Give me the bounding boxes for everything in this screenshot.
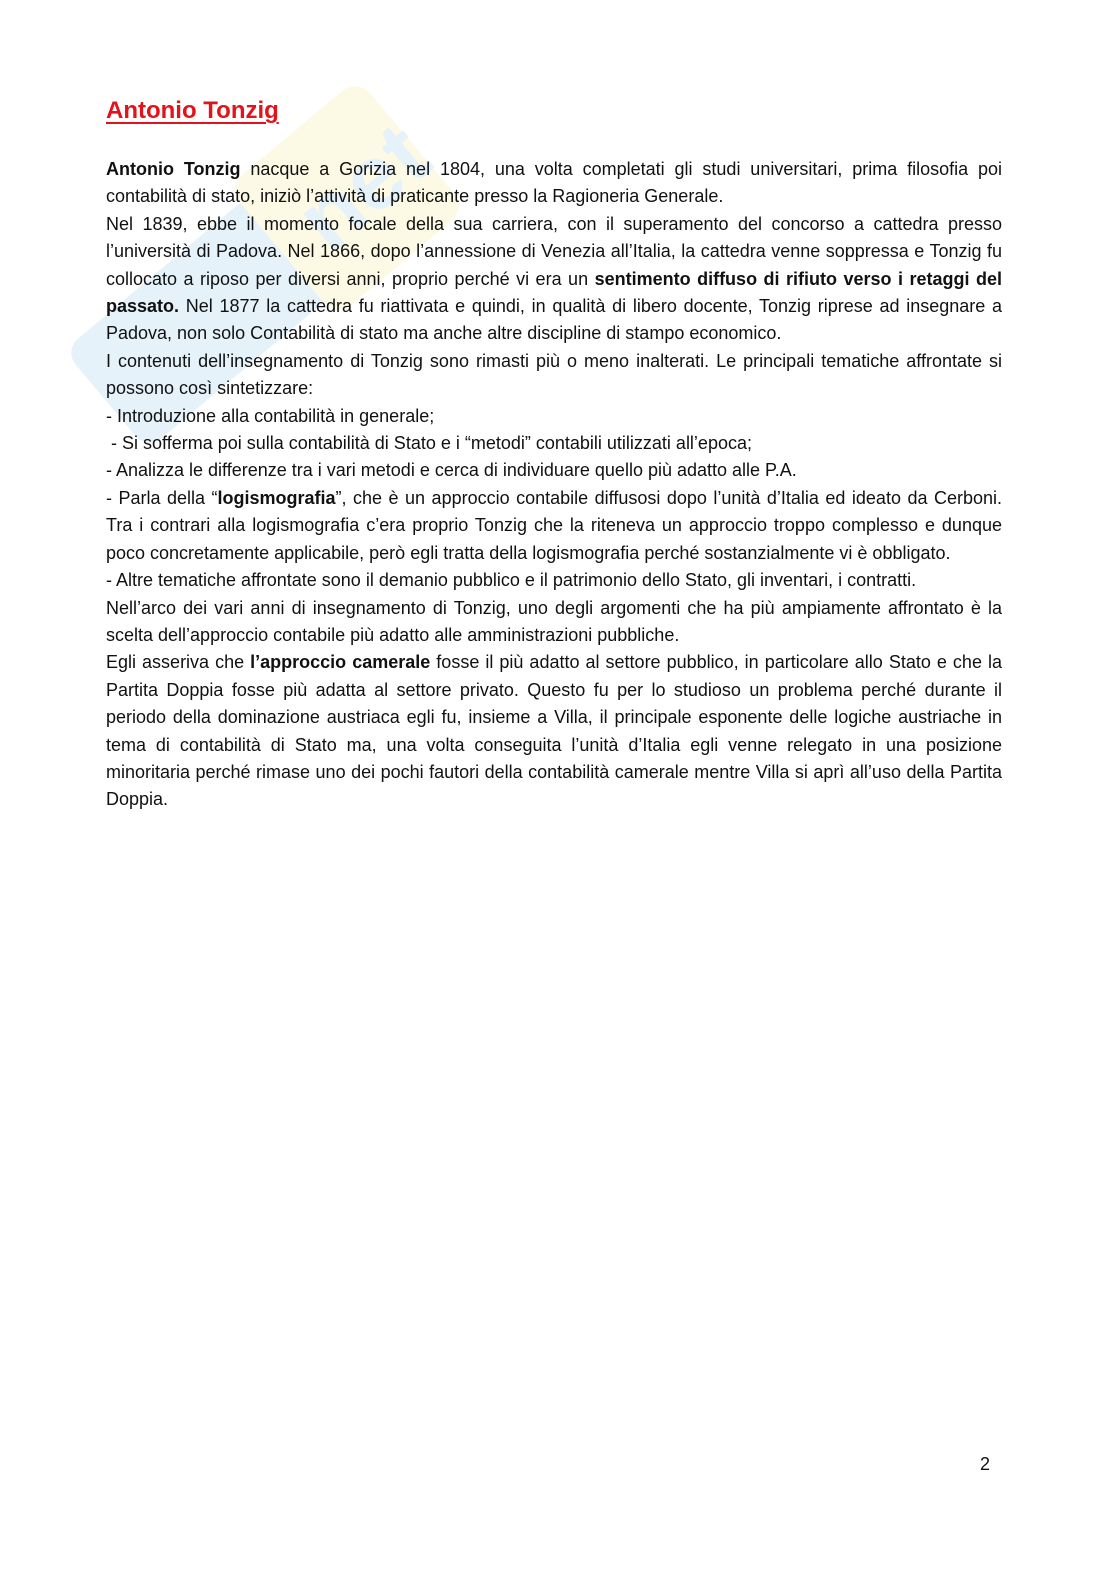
paragraph-intro-text: nacque a Gorizia nel 1804, una volta completati gli studi universitari, prima filosofia poi contabilità di stato, iniziò l’attività di praticante presso la Ragioneria Generale.: [106, 159, 1003, 207]
page-number: 2: [980, 1454, 991, 1474]
page-title: Antonio Tonzig: [106, 97, 279, 124]
paragraph-camerale-text-a: Egli asseriva che: [106, 652, 251, 673]
list-item-text-a: - Parla della “: [106, 487, 218, 508]
document-page: [106, 94, 1002, 814]
list-item-text-b: ”, che è un approccio contabile diffusosi dopo l’unità d’Italia ed ideato da Cerboni. Tra i contrari alla logismografia c’era proprio Tonzig che la riteneva un approccio troppo complesso e dunque poco concretamente applicabile, però egli tratta della logismografia perché sostanzialmente vi è obbligato.: [106, 487, 1002, 563]
list-item: - Altre tematiche affrontate sono il demanio pubblico e il patrimonio dello Stato, gli inventari, i contratti.: [106, 570, 917, 591]
paragraph-camerale: [106, 649, 1002, 813]
paragraph-career: [106, 211, 1002, 348]
paragraph-career-text-b: Nel 1877 la cattedra fu riattivata e quindi, in qualità di libero docente, Tonzig riprese ad insegnare a Padova, non solo Contabilità di stato ma anche altre discipline di stampo economico.: [106, 296, 1002, 344]
list-item: - Analizza le differenze tra i vari metodi e cerca di individuare quello più adatto alle P.A.: [106, 460, 797, 481]
watermark-text: net: [277, 103, 449, 271]
list-item: - Introduzione alla contabilità in generale;: [106, 405, 435, 426]
paragraph-career-text-a: Nel 1839, ebbe il momento focale della sua carriera, con il superamento del concorso a cattedra presso l’università di Padova. Nel 1866, dopo l’annessione di Venezia all’Italia, la cattedra venne soppressa e Tonzig fu collocato a riposo per diversi anni, proprio perché vi era un: [106, 213, 1002, 289]
list-item: [106, 485, 1002, 567]
paragraph-camerale-text-b: fosse il più adatto al settore pubblico, in particolare allo Stato e che la Partita Doppia fosse più adatta al settore privato. Questo fu per lo studioso un problema perché durante il periodo della dominazione austriaca egli fu, insieme a Villa, il principale esponente delle logiche austriache in tema di contabilità di Stato ma, una volta conseguita l’unità d’Italia egli venne relegato in una posizione minoritaria perché rimase uno dei pochi fautori della contabilità camerale mentre Villa si aprì all’uso della Partita Doppia.: [106, 652, 1002, 810]
paragraph-contents: I contenuti dell’insegnamento di Tonzig sono rimasti più o meno inalterati. Le principali tematiche affrontate si possono così sintetizzare:: [106, 350, 1002, 399]
paragraph-approach: Nell’arco dei vari anni di insegnamento di Tonzig, uno degli argomenti che ha più ampiamente affrontato è la scelta dell’approccio contabile più adatto alle amministrazioni pubbliche.: [106, 597, 1002, 645]
bold-name: Antonio Tonzig: [106, 159, 241, 179]
paragraph-intro: [106, 156, 1002, 211]
document-body: [106, 156, 1002, 814]
paragraph-camerale-bold: l’approccio camerale: [250, 652, 431, 673]
list-item: - Si sofferma poi sulla contabilità di Stato e i “metodi” contabili utilizzati all’epoca;: [106, 433, 752, 454]
list-item-bold: logismografia: [217, 487, 336, 508]
paragraph-career-bold: sentimento diffuso di rifiuto verso i retaggi del passato.: [106, 268, 1002, 317]
